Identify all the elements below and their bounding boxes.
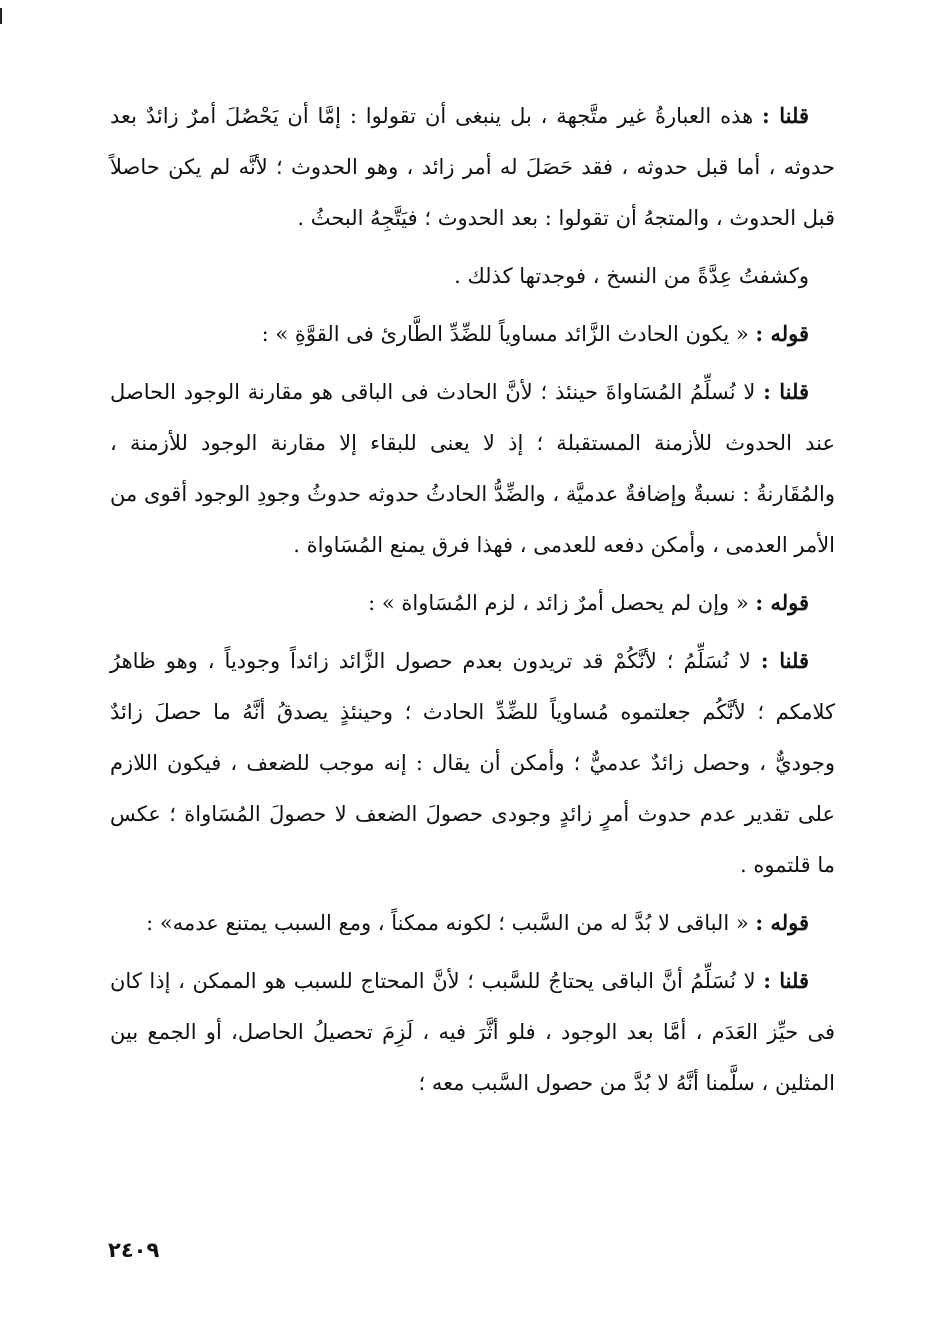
paragraph-text: وكشفتُ عِدَّةً من النسخ ، فوجدتها كذلك . xyxy=(454,264,809,288)
paragraph-lead: قوله : xyxy=(755,321,809,346)
paragraph-text: هذه العبارةُ غير متَّجهة ، بل ينبغى أن تقولوا : إمَّا أن يَحْصُلَ أمرٌ زائدٌ بعد حدوثه ، أما قبل حدوثه ، فقد حَصَلَ له أمر زائد ، وهو الحدوث ؛ لأنَّه لم يكن حاصلاً قبل الحدوث ، والمتجهُ أن تقولوا : بعد الحدوث ؛ فيَتَّجِهُ البحثُ . xyxy=(110,104,835,230)
paragraph xyxy=(110,308,835,360)
paragraph xyxy=(110,90,835,244)
paragraph-text: « الباقى لا بُدَّ له من السَّبب ؛ لكونه ممكناً ، ومع السبب يمتنع عدمه» : xyxy=(146,911,749,935)
paragraph-lead: قلنا : xyxy=(763,379,809,404)
paragraph-text: لا نُسلِّمُ المُسَاواةَ حينئذ ؛ لأنَّ الحادث فى الباقى هو مقارنة الوجود الحاصل عند الحدوث للأزمنة المستقبلة ؛ إذ لا يعنى للبقاء إلا مقارنة الوجود للأزمنة ، والمُقَارنةُ : نسبةٌ وإضافةٌ عدميَّة ، والضِّدُّ الحادثُ حدوثه حدوثُ وجودِ الوجود أقوى من الأمر العدمى ، وأمكن دفعه للعدمى ، فهذا فرق يمنع المُسَاواة . xyxy=(110,380,835,557)
paragraph xyxy=(110,955,835,1109)
paragraph-text: « وإن لم يحصل أمرٌ زائد ، لزم المُسَاواة » : xyxy=(368,591,749,615)
paragraph xyxy=(110,250,835,302)
page-number: ٢٤٠٩ xyxy=(108,1238,160,1262)
paragraph-lead: قوله : xyxy=(755,910,809,935)
paragraph-lead: قوله : xyxy=(755,590,809,615)
paragraph-text: « يكون الحادث الزَّائد مساوياً للضِّدِّ الطَّارئ فى القوَّةِ » : xyxy=(261,322,749,346)
scan-edge-mark xyxy=(0,8,2,24)
paragraph xyxy=(110,635,835,891)
paragraph-lead: قلنا : xyxy=(760,648,809,673)
paragraph xyxy=(110,577,835,629)
paragraph-lead: قلنا : xyxy=(763,968,809,993)
paragraph-lead: قلنا : xyxy=(762,103,809,128)
paragraph-text: لا نُسَلِّمُ ؛ لأنَّكُمْ قد تريدون بعدم حصول الزَّائد زائداً وجودياً ، وهو ظاهرُ كلامكم ؛ لأنَّكُم جعلتموه مُساوياً للضِّدِّ الحادث ؛ وحينئذٍ يصدقُ أنَّهُ ما حصلَ زائدٌ وجوديٌّ ، وحصل زائدٌ عدميٌّ ؛ وأمكن أن يقال : إنه موجب للضعف ، فيكون اللازم على تقدير عدم حدوث أمرٍ زائدٍ وجودى حصولَ الضعف لا حصولَ المُسَاواة ؛ عكس ما قلتموه . xyxy=(110,649,835,877)
paragraph-text: لا نُسَلِّمُ أنَّ الباقى يحتاجُ للسَّبب ؛ لأنَّ المحتاج للسبب هو الممكن ، إذا كان فى حيِّز العَدَم ، أمَّا بعد الوجود ، فلو أثَّرَ فيه ، لَزِمَ تحصيلُ الحاصل، أو الجمع بين المثلين ، سلَّمنا أنَّهُ لا بُدَّ من حصول السَّبب معه ؛ xyxy=(110,969,835,1095)
body-text xyxy=(110,90,835,1115)
paragraph xyxy=(110,897,835,949)
paragraph xyxy=(110,366,835,571)
